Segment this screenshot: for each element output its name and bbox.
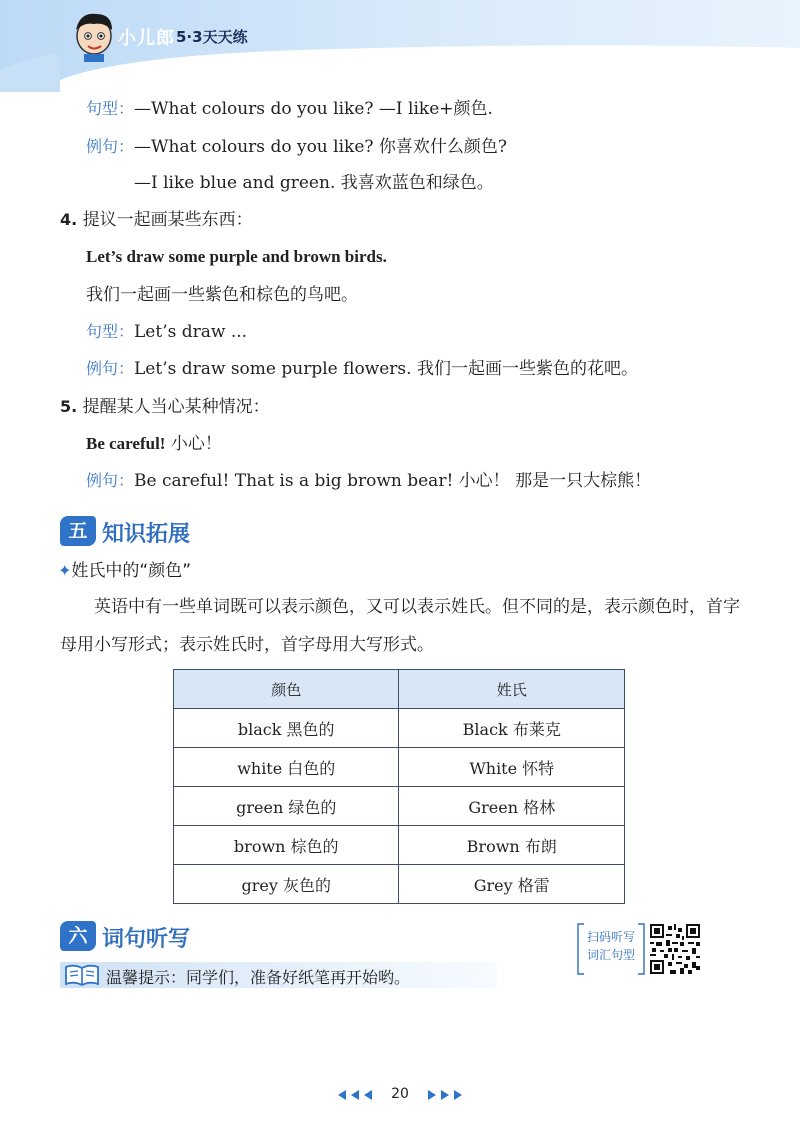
- table-row: [174, 748, 625, 787]
- prev-arrows-icon: [334, 1088, 376, 1102]
- qr-label: [580, 928, 642, 964]
- table-row: [174, 865, 625, 904]
- qr-label-line-1: 扫码听写: [586, 930, 635, 944]
- table-cell-color: black 黑色的: [174, 709, 399, 748]
- example-line-1: [86, 136, 507, 158]
- page-number: 20: [391, 1086, 409, 1102]
- table-header-color: 颜色: [174, 670, 399, 709]
- table-header-row: [174, 670, 625, 709]
- item-5-english: [86, 433, 222, 455]
- item-5-heading: [60, 396, 270, 418]
- item-4-example-text: Let’s draw some purple flowers. 我们一起画一些紫色的花吧。: [134, 359, 638, 379]
- item-4-example-label: 例句：: [86, 359, 135, 378]
- example-text: —What colours do you like? 你喜欢什么颜色?: [134, 137, 508, 157]
- table-cell-color: green 绿色的: [174, 787, 399, 826]
- item-5-example-label: 例句：: [86, 471, 135, 490]
- section-5-badge: 五: [60, 516, 96, 546]
- table-row: [174, 787, 625, 826]
- item-5-example: [86, 470, 651, 492]
- table-row: [174, 826, 625, 865]
- item-4-number: 4.: [60, 210, 78, 229]
- item-4-pattern-text: Let’s draw ...: [134, 322, 248, 342]
- subtitle-text: 姓氏中的“颜色”: [71, 561, 192, 581]
- table-cell-surname: Grey 格雷: [399, 865, 625, 904]
- item-4-pattern-label: 句型：: [86, 322, 135, 341]
- section-5-paragraph: 英语中有一些单词既可以表示颜色，又可以表示姓氏。但不同的是，表示颜色时，首字母用小写形式；表示姓氏时，首字母用大写形式。: [60, 597, 740, 655]
- table-row: [174, 709, 625, 748]
- color-surname-table: [173, 669, 625, 904]
- qr-label-line-2: 词汇句型: [586, 948, 635, 962]
- example-label: 例句：: [86, 137, 135, 156]
- qr-code-icon[interactable]: [650, 924, 700, 974]
- section-6-title: 词句听写: [102, 927, 191, 952]
- item-5-number: 5.: [60, 397, 78, 416]
- section-6-badge: 六: [60, 921, 96, 951]
- brand-series: 5·3天天练: [176, 28, 248, 46]
- item-5-example-text: Be careful! That is a big brown bear! 小心！ 那是一只大棕熊！: [134, 471, 652, 491]
- pattern-label: 句型：: [86, 99, 135, 118]
- tip-text: 温馨提示：同学们，准备好纸笔再开始哟。: [106, 968, 411, 987]
- item-4-heading: [60, 209, 253, 231]
- next-arrows-icon: [424, 1088, 466, 1102]
- item-5-title: 提醒某人当心某种情况：: [82, 397, 270, 417]
- item-5-english-cn: 小心！: [170, 434, 222, 454]
- table-cell-surname: Black 布莱克: [399, 709, 625, 748]
- book-icon: [64, 963, 100, 987]
- item-4-pattern: [86, 321, 247, 343]
- item-4-example: [86, 358, 638, 380]
- item-4-english: Let’s draw some purple and brown birds.: [86, 247, 387, 266]
- section-5-subtitle: [58, 556, 191, 581]
- item-5-english-text: Be careful!: [86, 434, 166, 453]
- item-4-title: 提议一起画某些东西：: [82, 210, 253, 230]
- sparkle-icon: ✦: [58, 561, 72, 580]
- table-cell-surname: White 怀特: [399, 748, 625, 787]
- pattern-text: —What colours do you like? —I like+颜色.: [134, 99, 493, 119]
- table-cell-surname: Green 格林: [399, 787, 625, 826]
- section-5-title: 知识拓展: [102, 522, 191, 547]
- table-cell-color: grey 灰色的: [174, 865, 399, 904]
- table-cell-color: brown 棕色的: [174, 826, 399, 865]
- example-line-2: —I like blue and green. 我喜欢蓝色和绿色。: [134, 173, 494, 193]
- pattern-line-1: [86, 98, 493, 120]
- brand-name: 小儿郎: [118, 28, 175, 49]
- item-4-chinese: 我们一起画一些紫色和棕色的鸟吧。: [86, 285, 358, 305]
- mascot-logo: [70, 10, 118, 62]
- table-header-surname: 姓氏: [399, 670, 625, 709]
- table-cell-color: white 白色的: [174, 748, 399, 787]
- table-cell-surname: Brown 布朗: [399, 826, 625, 865]
